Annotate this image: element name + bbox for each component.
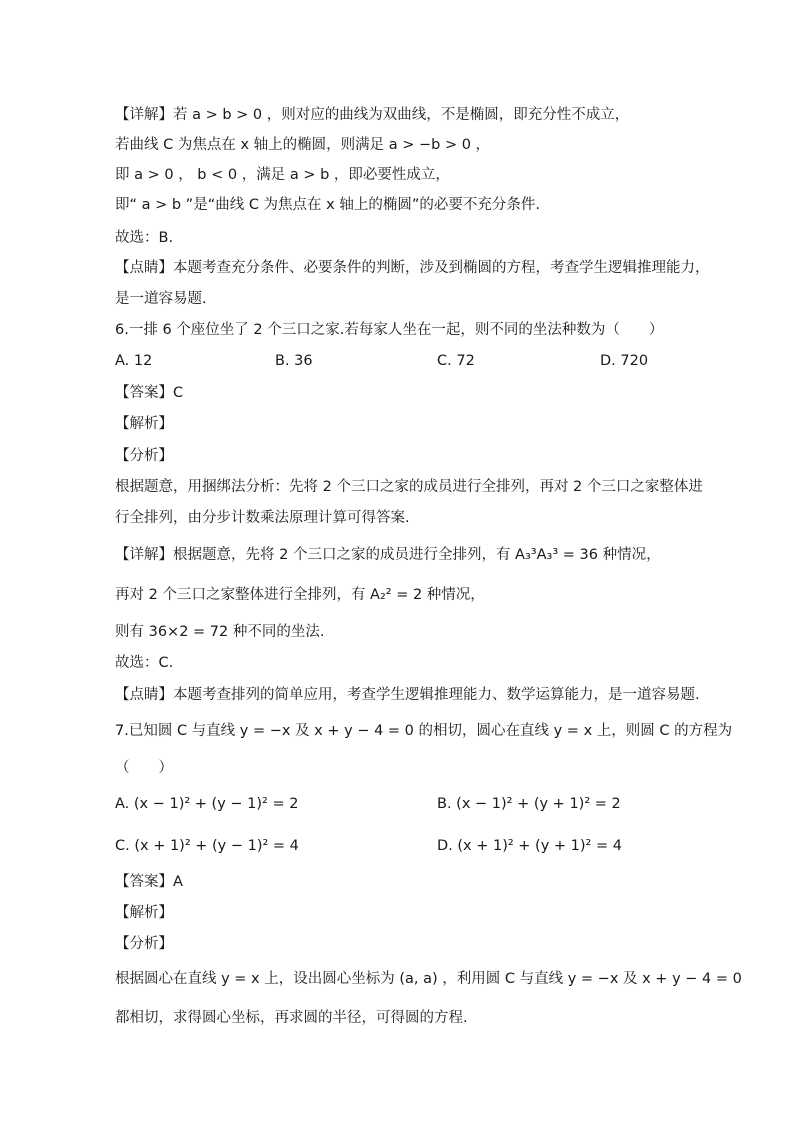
q6-choice-line: 故选：C. <box>115 655 174 671</box>
q6-jiexi-heading: 【解析】 <box>115 416 173 432</box>
q6-detail-line-3: 则有 36×2 = 72 种不同的坐法. <box>115 624 325 640</box>
q7-fenxi-heading: 【分析】 <box>115 936 173 952</box>
answer-choice-line: 故选：B. <box>115 230 174 246</box>
q6-option-a: A. 12 <box>115 353 153 369</box>
q6-detail-line-2: 再对 2 个三口之家整体进行全排列，有 A₂² = 2 种情况， <box>115 587 485 603</box>
q6-comment-line: 【点睛】本题考查排列的简单应用，考查学生逻辑推理能力、数学运算能力，是一道容易题. <box>115 687 700 703</box>
q6-option-c: C. 72 <box>437 353 475 369</box>
q7-analysis-line-1: 根据圆心在直线 y = x 上，设出圆心坐标为 (a, a) ，利用圆 C 与直线 y = −x 及 x + y − 4 = 0 <box>115 971 742 987</box>
q6-answer: 【答案】C <box>115 385 184 401</box>
detail-line-2: 若曲线 C 为焦点在 x 轴上的椭圆，则满足 a > −b > 0 ， <box>115 137 491 153</box>
q6-analysis-line-2: 行全排列，由分步计数乘法原理计算可得答案. <box>115 510 410 526</box>
comment-line-2: 是一道容易题. <box>115 291 207 307</box>
detail-line-1: 【详解】若 a > b > 0 ，则对应的曲线为双曲线，不是椭圆，即充分性不成立， <box>115 107 630 123</box>
comment-line-1: 【点睛】本题考查充分条件、必要条件的判断，涉及到椭圆的方程，考查学生逻辑推理能力， <box>115 260 710 276</box>
q6-detail-line-1: 【详解】根据题意，先将 2 个三口之家的成员进行全排列，有 A₃³A₃³ = 36 种情况， <box>115 547 661 563</box>
q6-analysis-line-1: 根据题意，用捆绑法分析：先将 2 个三口之家的成员进行全排列，再对 2 个三口之家整体进 <box>115 479 703 495</box>
question-7-stem: 7.已知圆 C 与直线 y = −x 及 x + y − 4 = 0 的相切，圆心在直线 y = x 上，则圆 C 的方程为 <box>115 723 733 739</box>
q7-analysis-line-2: 都相切，求得圆心坐标，再求圆的半径，可得圆的方程. <box>115 1010 468 1026</box>
q6-fenxi-heading: 【分析】 <box>115 448 173 464</box>
q7-option-c: C. (x + 1)² + (y − 1)² = 4 <box>115 838 299 854</box>
q7-option-d: D. (x + 1)² + (y + 1)² = 4 <box>437 838 622 854</box>
q7-option-a: A. (x − 1)² + (y − 1)² = 2 <box>115 796 299 812</box>
q6-option-b: B. 36 <box>275 353 313 369</box>
detail-line-4: 即“ a > b ”是“曲线 C 为焦点在 x 轴上的椭圆”的必要不充分条件. <box>115 197 540 213</box>
question-7-blank: （ ） <box>115 760 173 776</box>
q6-option-d: D. 720 <box>600 353 649 369</box>
detail-line-3: 即 a > 0 ， b < 0 ，满足 a > b ，即必要性成立， <box>115 167 450 183</box>
q7-answer: 【答案】A <box>115 874 183 890</box>
q7-option-b: B. (x − 1)² + (y + 1)² = 2 <box>437 796 621 812</box>
q7-jiexi-heading: 【解析】 <box>115 905 173 921</box>
question-6-stem: 6.一排 6 个座位坐了 2 个三口之家.若每家人坐在一起，则不同的坐法种数为（ ） <box>115 322 664 338</box>
